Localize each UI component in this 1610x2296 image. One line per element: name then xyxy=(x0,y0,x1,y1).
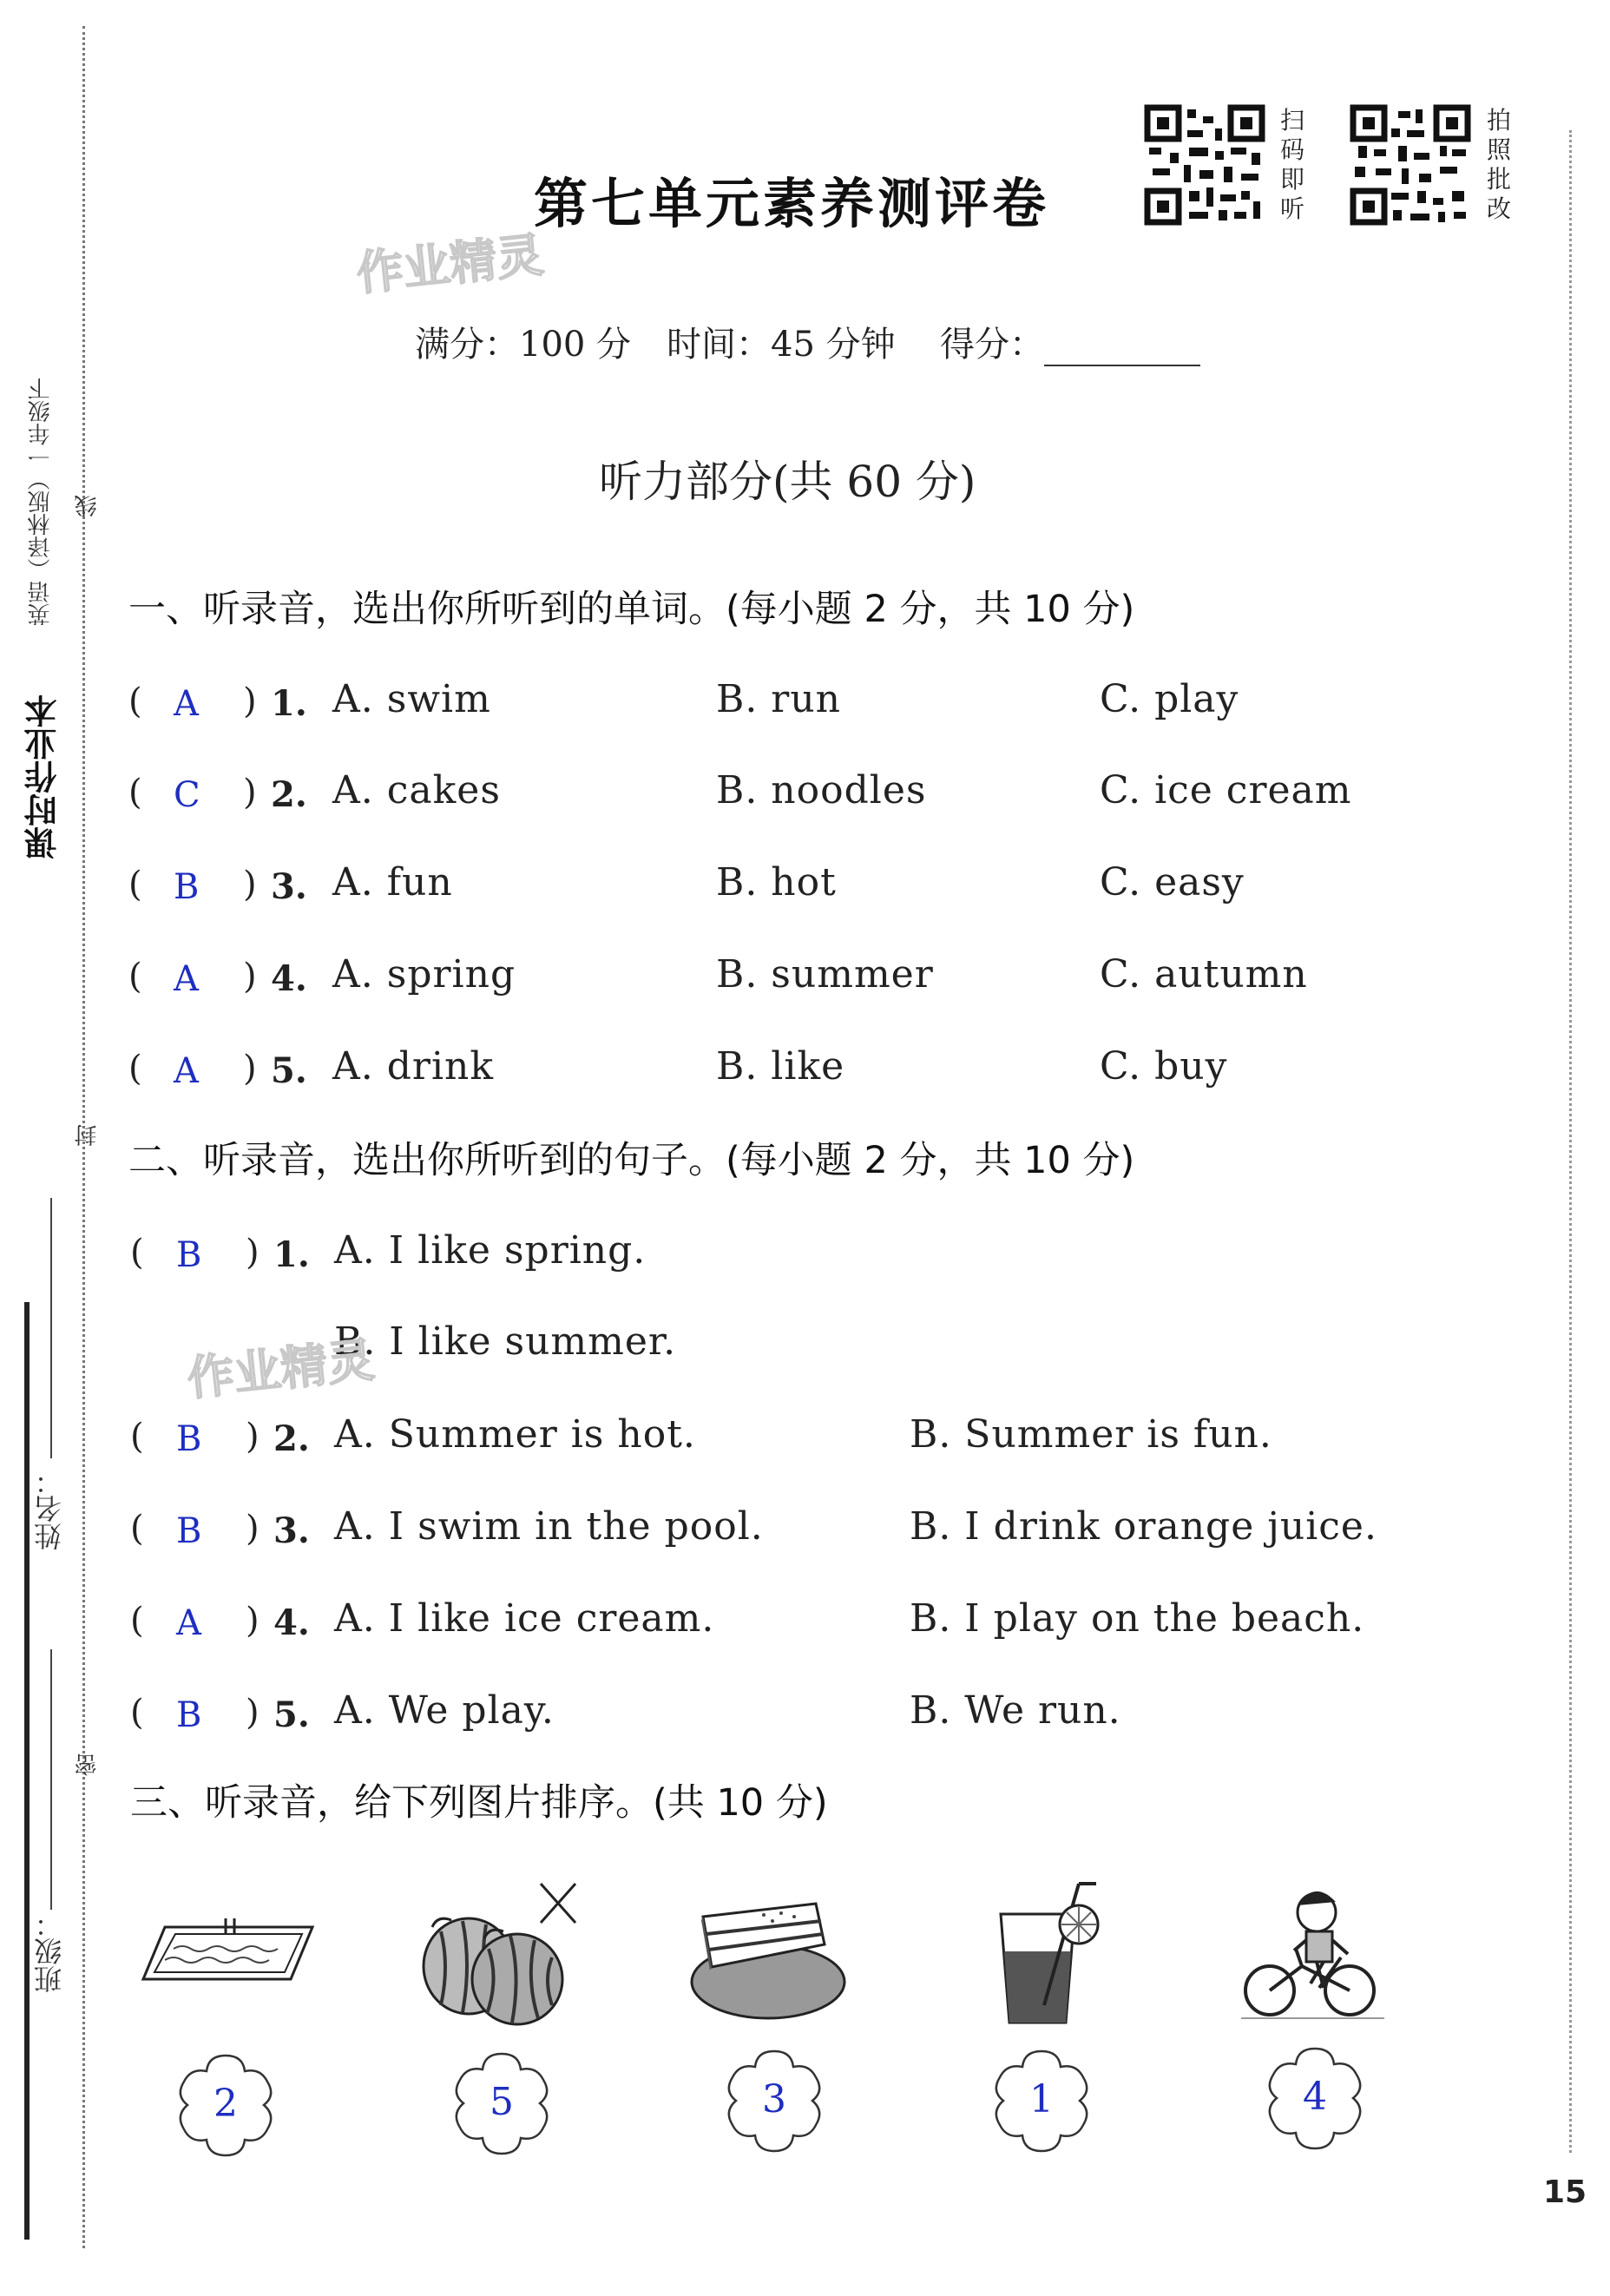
answer[interactable]: B xyxy=(176,1511,202,1551)
name-blank xyxy=(50,1198,52,1458)
book-subtitle: 英语（译林版）一年级下 xyxy=(28,378,54,626)
answer[interactable]: B xyxy=(176,1235,202,1275)
boy-on-bike-icon xyxy=(1237,1879,1389,2031)
option-b: B. like xyxy=(716,1044,845,1089)
juice-glass-icon xyxy=(992,1875,1114,2031)
option-c: C. autumn xyxy=(1100,952,1308,997)
watermark-2: 作业精灵 xyxy=(184,1332,378,1407)
book-title: 课时作业本 xyxy=(24,694,62,859)
score-label: 得分： xyxy=(940,317,1200,366)
answer[interactable]: C xyxy=(174,775,200,815)
option-a: A. fun xyxy=(332,860,453,905)
page-number: 15 xyxy=(1543,2174,1587,2210)
cake-slice-icon xyxy=(686,1891,851,2021)
option-a: A. spring xyxy=(332,952,516,997)
answer[interactable]: A xyxy=(174,1051,199,1091)
option-b: B. run xyxy=(716,677,842,721)
time-limit: 时间：45 分钟 xyxy=(667,325,896,365)
name-label: 姓名： xyxy=(33,1467,66,1550)
option-c: C. easy xyxy=(1100,860,1245,905)
answer[interactable]: A xyxy=(174,959,199,999)
binding-bar xyxy=(24,1302,30,2240)
page-title: 第七单元素养测评卷 xyxy=(534,172,1050,235)
answer[interactable]: B xyxy=(176,1695,202,1735)
option-b: B. We run. xyxy=(910,1688,1121,1733)
class-blank xyxy=(50,1649,52,1910)
option-b: B. Summer is fun. xyxy=(910,1412,1272,1457)
score-blank[interactable] xyxy=(1044,339,1200,366)
watermelon-icon xyxy=(415,1879,580,2031)
option-b: B. I play on the beach. xyxy=(910,1596,1365,1641)
qr-code-photo-icon[interactable] xyxy=(1350,104,1471,226)
order-number[interactable]: 3 xyxy=(762,2077,786,2122)
option-a: A. cakes xyxy=(332,768,501,812)
option-c: C. ice cream xyxy=(1100,768,1352,812)
option-a: A. We play. xyxy=(334,1688,555,1733)
section-1-heading: 一、听录音，选出你所听到的单词。(每小题 2 分，共 10 分) xyxy=(128,588,1135,631)
option-a: A. I like spring. xyxy=(334,1228,647,1273)
section-3-heading: 三、听录音，给下列图片排序。(共 10 分) xyxy=(130,1781,828,1825)
option-a: A. drink xyxy=(332,1044,495,1089)
option-a: A. Summer is hot. xyxy=(334,1412,696,1457)
option-c: C. play xyxy=(1100,677,1239,721)
order-number[interactable]: 1 xyxy=(1029,2077,1054,2122)
seal-line-mark-1: 线 xyxy=(75,495,101,517)
option-b: B. hot xyxy=(716,860,837,905)
swimming-pool-icon xyxy=(139,1910,321,1988)
class-label: 班级： xyxy=(33,1910,66,1993)
right-dotted-line xyxy=(1569,130,1572,2153)
section-2-heading: 二、听录音，选出你所听到的句子。(每小题 2 分，共 10 分) xyxy=(128,1139,1135,1182)
qr-scan-label: 扫 码 即 听 xyxy=(1279,106,1304,223)
qr-code-listen-icon[interactable] xyxy=(1144,104,1265,226)
option-c: C. buy xyxy=(1100,1044,1228,1089)
answer[interactable]: A xyxy=(174,684,199,724)
option-a: A. swim xyxy=(332,677,491,721)
option-b: B. noodles xyxy=(716,768,927,812)
full-score: 满分：100 分 xyxy=(415,325,632,365)
order-number[interactable]: 2 xyxy=(214,2082,238,2126)
part-title: 听力部分(共 60 分) xyxy=(599,457,976,507)
answer[interactable]: B xyxy=(176,1419,202,1459)
order-number[interactable]: 5 xyxy=(490,2080,514,2124)
option-a: A. I like ice cream. xyxy=(334,1596,715,1641)
seal-line-mark-2: 封 xyxy=(75,1124,101,1147)
option-b: B. summer xyxy=(716,952,934,997)
qr-photo-label: 拍 照 批 改 xyxy=(1486,106,1511,223)
watermark: 作业精灵 xyxy=(353,227,547,302)
answer[interactable]: B xyxy=(174,867,200,907)
option-b: B. I drink orange juice. xyxy=(910,1504,1377,1549)
option-a: A. I swim in the pool. xyxy=(334,1504,764,1549)
answer[interactable]: A xyxy=(176,1603,201,1643)
option-b: B. I like summer. xyxy=(334,1319,677,1364)
order-number[interactable]: 4 xyxy=(1303,2075,1327,2119)
seal-line-mark-3: 密 xyxy=(75,1753,101,1776)
